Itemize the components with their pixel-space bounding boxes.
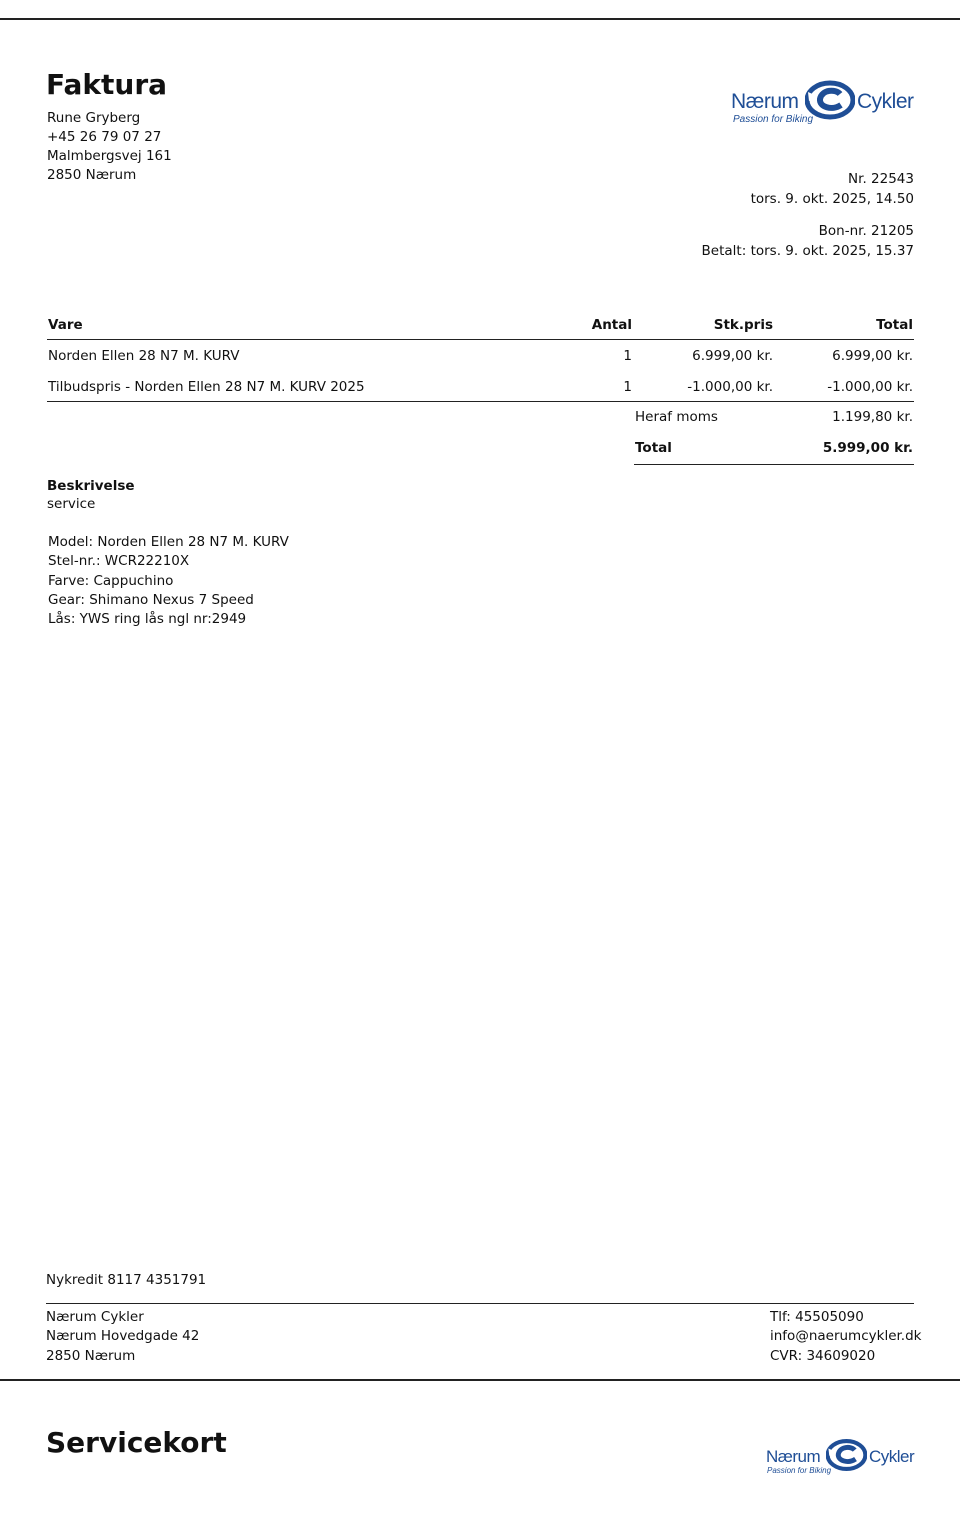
vat-row [634, 402, 914, 433]
spec-color: Farve: Cappuchino [48, 572, 174, 589]
footer-company: Nærum Cykler [46, 1309, 144, 1325]
footer-email[interactable]: info@naerumcykler.dk [770, 1328, 922, 1345]
spec-gear: Gear: Shimano Nexus 7 Speed [48, 591, 254, 608]
logo-mark-icon [826, 1438, 867, 1472]
summary-block [634, 402, 914, 465]
bank-account: Nykredit 8117 4351791 [46, 1272, 207, 1288]
header-qty: Antal [591, 317, 632, 333]
footer-phone: Tlf: 45505090 [770, 1309, 864, 1325]
header-unit-price: Stk.pris [713, 317, 773, 333]
vat-value: 1.199,80 kr. [832, 409, 913, 425]
logo-word-left: Nærum [731, 90, 799, 113]
paid-date: Betalt: tors. 9. okt. 2025, 15.37 [701, 243, 914, 259]
footer-cvr: CVR: 34609020 [770, 1347, 876, 1364]
table-row [47, 371, 914, 402]
row-unit-price: -1.000,00 kr. [687, 379, 773, 395]
company-logo-small [766, 1437, 916, 1477]
customer-city: 2850 Nærum [47, 167, 137, 183]
invoice-meta [751, 169, 914, 209]
spec-model: Model: Norden Ellen 28 N7 M. KURV [48, 534, 289, 550]
header-item: Vare [48, 317, 83, 333]
service-card-title: Servicekort [46, 1426, 227, 1459]
customer-phone: +45 26 79 07 27 [47, 129, 162, 145]
row-item: Tilbudspris - Norden Ellen 28 N7 M. KURV 2025 [48, 379, 365, 395]
invoice-title: Faktura [46, 68, 168, 101]
receipt-number: Bon-nr. 21205 [818, 223, 914, 239]
logo-tagline: Passion for Biking [733, 114, 814, 125]
spec-frame-number: Stel-nr.: WCR22210X [48, 553, 190, 570]
row-total: -1.000,00 kr. [827, 379, 913, 395]
header-total: Total [876, 317, 913, 333]
row-item: Norden Ellen 28 N7 M. KURV [48, 348, 240, 364]
total-value: 5.999,00 kr. [822, 440, 913, 456]
page-divider [0, 1379, 960, 1381]
bike-specs [48, 533, 289, 629]
total-label: Total [635, 440, 672, 456]
footer-contact [770, 1308, 922, 1366]
invoice-table [47, 314, 914, 402]
footer-city: 2850 Nærum [46, 1347, 136, 1364]
footer-company-address [46, 1308, 199, 1366]
invoice-number: Nr. 22543 [848, 171, 914, 187]
customer-address [47, 109, 172, 185]
vat-label: Heraf moms [635, 409, 718, 425]
customer-street: Malmbergsvej 161 [47, 148, 172, 164]
logo-word-right: Cykler [857, 90, 914, 113]
description-text: service [47, 496, 96, 512]
invoice-date: tors. 9. okt. 2025, 14.50 [750, 191, 914, 207]
row-unit-price: 6.999,00 kr. [692, 348, 773, 364]
total-row [634, 433, 914, 465]
description-heading: Beskrivelse [47, 478, 135, 494]
customer-name: Rune Gryberg [47, 110, 141, 126]
payment-meta [702, 221, 914, 261]
table-row [47, 340, 914, 371]
row-total: 6.999,00 kr. [832, 348, 913, 364]
footer-address: Nærum Hovedgade 42 [46, 1328, 200, 1345]
company-logo [731, 80, 915, 128]
logo-tagline: Passion for Biking [767, 1466, 832, 1475]
logo-word-left: Nærum [766, 1447, 821, 1466]
spec-lock: Lås: YWS ring lås ngl nr:2949 [48, 611, 247, 628]
logo-word-right: Cykler [869, 1447, 915, 1466]
top-divider [0, 18, 960, 20]
table-header [47, 314, 914, 340]
row-qty: 1 [623, 348, 632, 364]
row-qty: 1 [623, 379, 632, 395]
footer-divider [46, 1303, 914, 1304]
